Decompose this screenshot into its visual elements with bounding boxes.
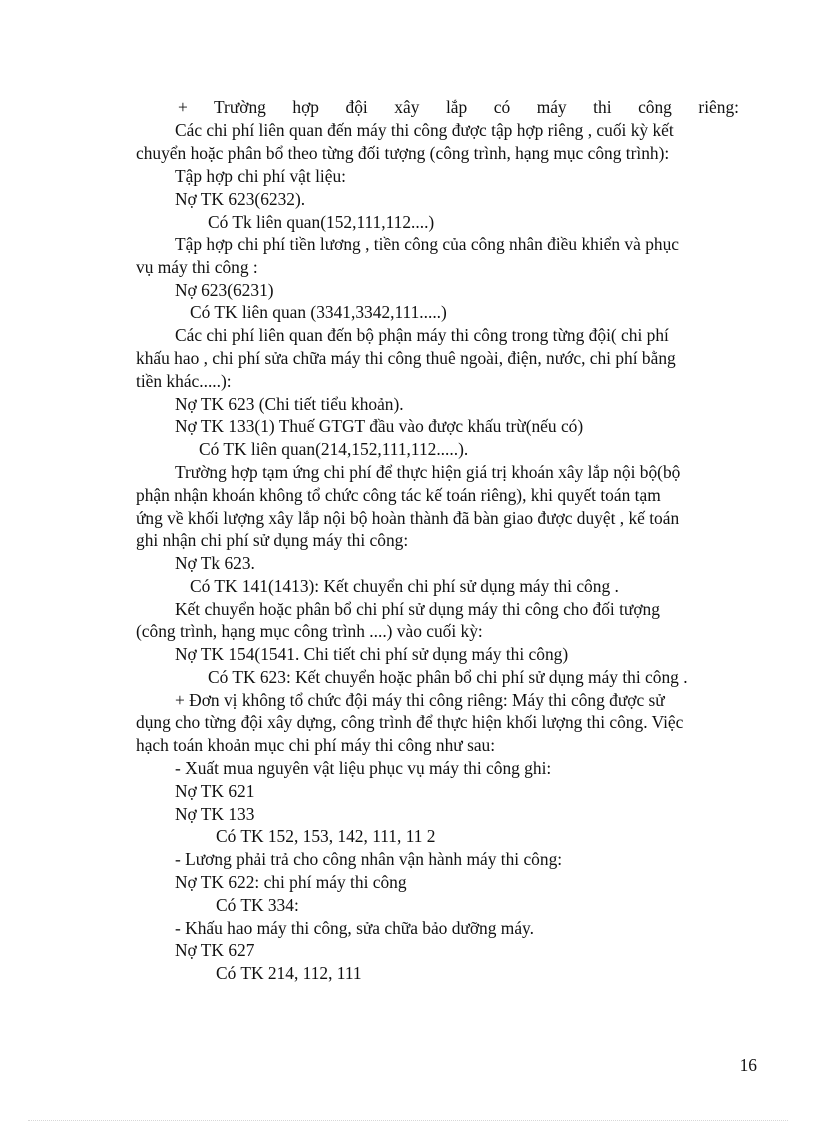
text-line-23: Kết chuyển hoặc phân bổ chi phí sử dụng máy thi công cho đối tượng — [175, 599, 660, 619]
text-line-32: Nợ TK 133 — [175, 804, 255, 824]
text-line-10: Có TK liên quan (3341,3342,111.....) — [190, 302, 447, 322]
text-line-28: dụng cho từng đội xây dựng, công trình để thực hiện khối lượng thi công. Việc — [136, 712, 684, 732]
page-number: 16 — [739, 1055, 757, 1075]
text-line-4: Tập hợp chi phí vật liệu: — [175, 166, 346, 186]
text-line-22: Có TK 141(1413): Kết chuyển chi phí sử dụng máy thi công . — [190, 576, 619, 596]
text-line-17: Trường hợp tạm ứng chi phí để thực hiện giá trị khoán xây lắp nội bộ(bộ — [175, 462, 681, 482]
text-line-20: ghi nhận chi phí sử dụng máy thi công: — [136, 530, 409, 550]
text-line-5: Nợ TK 623(6232). — [175, 189, 306, 209]
text-line-12: khấu hao , chi phí sửa chữa máy thi công thuê ngoài, điện, nước, chi phí bằng — [136, 348, 676, 368]
text-line-7: Tập hợp chi phí tiền lương , tiền công của công nhân điều khiển và phục — [175, 234, 679, 254]
text-line-36: Có TK 334: — [216, 895, 299, 915]
text-line-33: Có TK 152, 153, 142, 111, 11 2 — [216, 826, 436, 846]
text-line-18: phận nhận khoán không tổ chức công tác kế toán riêng), khi quyết toán tạm — [136, 485, 661, 505]
text-line-31: Nợ TK 621 — [175, 781, 255, 801]
text-line-35: Nợ TK 622: chi phí máy thi công — [175, 872, 407, 892]
text-line-11: Các chi phí liên quan đến bộ phận máy thi công trong từng đội( chi phí — [175, 325, 669, 345]
text-line-27: + Đơn vị không tổ chức đội máy thi công riêng: Máy thi công được sử — [175, 690, 665, 710]
text-line-3: chuyển hoặc phân bổ theo từng đối tượng (công trình, hạng mục công trình): — [136, 143, 670, 163]
text-line-25: Nợ TK 154(1541. Chi tiết chi phí sử dụng máy thi công) — [175, 644, 569, 664]
text-line-8: vụ máy thi công : — [136, 257, 258, 277]
text-line-24: (công trình, hạng mục công trình ....) vào cuối kỳ: — [136, 621, 483, 641]
text-line-14: Nợ TK 623 (Chi tiết tiểu khoản). — [175, 394, 404, 414]
text-line-38: Nợ TK 627 — [175, 940, 255, 960]
text-line-13: tiền khác.....): — [136, 371, 232, 391]
text-line-16: Có TK liên quan(214,152,111,112.....). — [199, 439, 469, 459]
text-line-21: Nợ Tk 623. — [175, 553, 255, 573]
text-line-6: Có Tk liên quan(152,111,112....) — [208, 212, 435, 232]
text-line-30: - Xuất mua nguyên vật liệu phục vụ máy thi công ghi: — [175, 758, 552, 778]
text-line-9: Nợ 623(6231) — [175, 280, 274, 300]
text-line-1: + Trường hợp đội xây lắp có máy thi công riêng: — [178, 97, 739, 117]
page-bottom-divider — [28, 1120, 788, 1121]
text-line-39: Có TK 214, 112, 111 — [216, 963, 362, 983]
text-line-19: ứng về khối lượng xây lắp nội bộ hoàn thành đã bàn giao được duyệt , kế toán — [136, 508, 680, 528]
text-line-26: Có TK 623: Kết chuyển hoặc phân bổ chi phí sử dụng máy thi công . — [208, 667, 688, 687]
text-line-2: Các chi phí liên quan đến máy thi công được tập hợp riêng , cuối kỳ kết — [175, 120, 674, 140]
text-line-37: - Khấu hao máy thi công, sửa chữa bảo dưỡng máy. — [175, 918, 534, 938]
text-line-34: - Lương phải trả cho công nhân vận hành máy thi công: — [175, 849, 563, 869]
text-line-15: Nợ TK 133(1) Thuế GTGT đầu vào được khấu trừ(nếu có) — [175, 416, 584, 436]
text-line-29: hạch toán khoản mục chi phí máy thi công như sau: — [136, 735, 496, 755]
